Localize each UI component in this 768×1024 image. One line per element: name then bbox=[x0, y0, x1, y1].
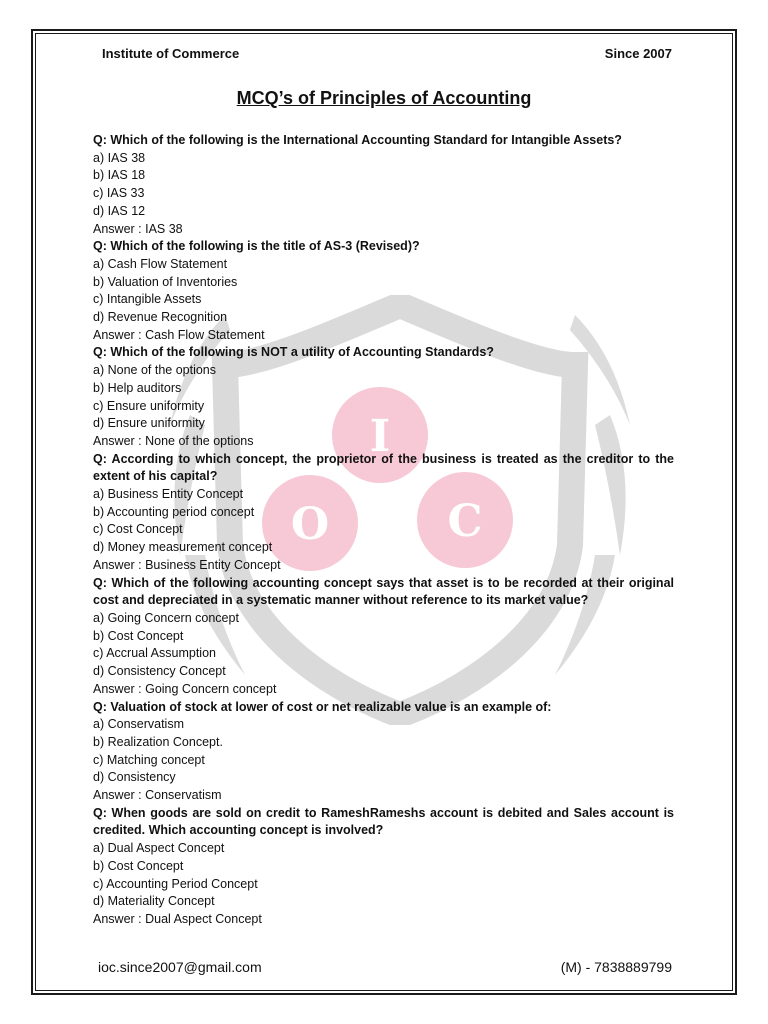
question-block bbox=[93, 575, 674, 699]
page-title: MCQ’s of Principles of Accounting bbox=[236, 88, 532, 108]
answer-option: b) Cost Concept bbox=[93, 628, 184, 643]
question-text: Q: Which of the following accounting concept says that asset is to be recorded at their original cost and depreciated in a systematic manner without reference to its market value? bbox=[93, 575, 674, 608]
correct-answer: Answer : IAS 38 bbox=[93, 221, 183, 236]
question-text: Q: Which of the following is NOT a utility of Accounting Standards? bbox=[93, 345, 494, 360]
answer-option: b) Valuation of Inventories bbox=[93, 274, 238, 289]
answer-option: c) Accounting Period Concept bbox=[93, 876, 258, 891]
question-text: Q: Valuation of stock at lower of cost or net realizable value is an example of: bbox=[93, 699, 552, 714]
answer-option: a) Going Concern concept bbox=[93, 610, 239, 625]
question-text: Q: According to which concept, the proprietor of the business is treated as the creditor to the extent of his capital? bbox=[93, 451, 674, 484]
correct-answer: Answer : Dual Aspect Concept bbox=[93, 911, 262, 926]
answer-option: d) Ensure uniformity bbox=[93, 416, 205, 431]
answer-option: d) Money measurement concept bbox=[93, 540, 273, 555]
answer-option: a) IAS 38 bbox=[93, 150, 146, 165]
answer-option: d) Materiality Concept bbox=[93, 894, 215, 909]
since-year: Since 2007 bbox=[604, 46, 672, 61]
correct-answer: Answer : Going Concern concept bbox=[93, 681, 277, 696]
contact-email: ioc.since2007@gmail.com bbox=[98, 959, 262, 975]
answer-option: a) Conservatism bbox=[93, 717, 184, 732]
answer-option: c) Accrual Assumption bbox=[93, 646, 216, 661]
answer-option: a) None of the options bbox=[93, 363, 216, 378]
answer-option: c) IAS 33 bbox=[93, 186, 145, 201]
answer-option: b) Cost Concept bbox=[93, 858, 184, 873]
question-text: Q: Which of the following is the title of AS-3 (Revised)? bbox=[93, 239, 420, 254]
question-text: Q: Which of the following is the International Accounting Standard for Intangible Assets? bbox=[93, 133, 622, 147]
logo-letter-c: C bbox=[447, 496, 483, 547]
answer-option: b) Realization Concept. bbox=[93, 734, 223, 749]
institute-name: Institute of Commerce bbox=[102, 46, 240, 61]
question-block bbox=[93, 238, 674, 344]
contact-phone: (M) - 7838889799 bbox=[560, 959, 672, 975]
answer-option: c) Cost Concept bbox=[93, 522, 183, 537]
answer-option: a) Business Entity Concept bbox=[93, 487, 244, 502]
mcq-list bbox=[93, 132, 674, 929]
answer-option: b) Help auditors bbox=[93, 380, 182, 395]
correct-answer: Answer : Cash Flow Statement bbox=[93, 327, 265, 342]
answer-option: a) Dual Aspect Concept bbox=[93, 841, 225, 856]
answer-option: b) IAS 18 bbox=[93, 168, 146, 183]
correct-answer: Answer : Business Entity Concept bbox=[93, 557, 281, 572]
question-text: Q: When goods are sold on credit to RameshRameshs account is debited and Sales account is credited. Which accounting concept is involved? bbox=[93, 805, 674, 838]
page-footer bbox=[98, 959, 672, 975]
answer-option: d) Consistency Concept bbox=[93, 664, 226, 679]
answer-option: d) IAS 12 bbox=[93, 203, 146, 218]
question-block bbox=[93, 132, 674, 238]
answer-option: c) Matching concept bbox=[93, 752, 205, 767]
answer-option: d) Consistency bbox=[93, 770, 176, 785]
correct-answer: Answer : None of the options bbox=[93, 433, 254, 448]
question-block bbox=[93, 451, 674, 575]
answer-option: d) Revenue Recognition bbox=[93, 310, 228, 325]
answer-option: c) Ensure uniformity bbox=[93, 398, 205, 413]
logo-letter-o: O bbox=[290, 499, 330, 550]
answer-option: b) Accounting period concept bbox=[93, 504, 255, 519]
correct-answer: Answer : Conservatism bbox=[93, 788, 222, 803]
page-header bbox=[102, 46, 672, 61]
logo-letter-i: I bbox=[369, 411, 391, 462]
question-block bbox=[93, 344, 674, 450]
answer-option: c) Intangible Assets bbox=[93, 292, 202, 307]
question-block bbox=[93, 699, 674, 805]
answer-option: a) Cash Flow Statement bbox=[93, 256, 228, 271]
question-block bbox=[93, 805, 674, 929]
